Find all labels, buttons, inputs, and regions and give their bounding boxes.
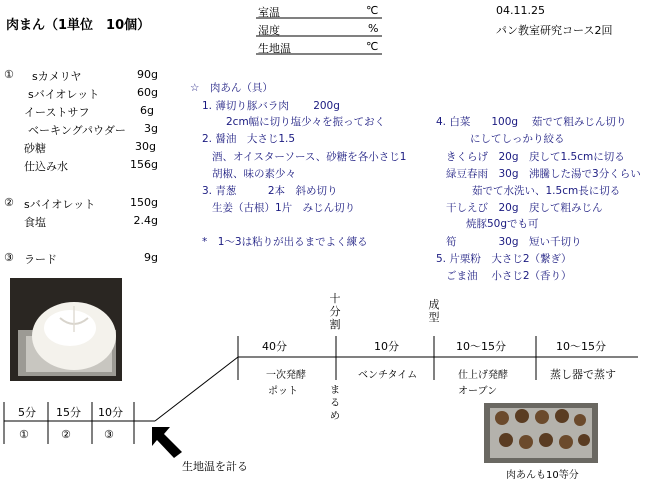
filling-line: にしてしっかり絞る: [470, 133, 565, 145]
step-label: ②: [61, 428, 71, 441]
duration-label: 10分: [98, 406, 123, 419]
filling-line: 4. 白菜 100g 茹でて粗みじん切り: [436, 116, 627, 128]
filling-line: 1. 薄切り豚バラ肉 200g: [202, 100, 340, 112]
filling-line: 筍 30g 短い千切り: [446, 236, 582, 248]
arrow-label: 生地温を計る: [182, 460, 248, 473]
filling-note: * 1～3は粘りが出るまでよく練る: [202, 236, 368, 248]
filling-photo: [484, 403, 598, 463]
round-label: まるめ: [330, 385, 340, 422]
filling-line: 5. 片栗粉 大さじ2（繋ぎ）: [436, 253, 572, 265]
filling-line: 茹でて水洗い、1.5cm長に切る: [472, 185, 621, 197]
ingredient-name: sカメリヤ: [32, 70, 82, 83]
filling-line: 2. 醤油 大さじ1.5: [202, 133, 296, 145]
step-mark: ③: [4, 251, 14, 264]
arrow-icon: [152, 427, 182, 458]
stage-label: 仕上げ発酵: [458, 370, 508, 381]
duration-label: 5分: [18, 406, 36, 419]
ingredient-name: sバイオレット: [28, 88, 100, 101]
step-label: ③: [104, 428, 114, 441]
filling-line: 干しえび 20g 戻して粗みじん: [446, 202, 603, 214]
stage-label: ポット: [268, 386, 298, 397]
dough-temp-unit: ℃: [366, 40, 379, 53]
filling-heading: ☆ 肉あん（具）: [190, 82, 273, 94]
filling-line: 酒、オイスターソース、砂糖を各小さじ1: [212, 151, 407, 163]
filling-line: 3. 青葱 2本 斜め切り: [202, 185, 338, 197]
ingredient-qty: 6g: [140, 104, 154, 117]
ingredient-qty: 60g: [137, 86, 158, 99]
ingredient-name: 砂糖: [24, 142, 46, 155]
ingredient-qty: 90g: [137, 68, 158, 81]
filling-line: きくらげ 20g 戻して1.5cmに切る: [446, 151, 625, 163]
ingredient-qty: 2.4g: [133, 214, 158, 227]
step-mark: ①: [4, 68, 14, 81]
bun-photo: [10, 278, 122, 381]
humidity-unit: %: [368, 22, 379, 35]
header-course: パン教室研究コース2回: [496, 24, 613, 37]
room-temp-label: 室温: [258, 6, 280, 19]
dough-temp-label: 生地温: [258, 42, 291, 55]
step-label: ①: [19, 428, 29, 441]
ingredient-name: ベーキングパウダー: [28, 124, 126, 137]
ingredient-qty: 9g: [144, 251, 158, 264]
ingredient-name: 仕込み水: [24, 160, 68, 173]
humidity-label: 湿度: [258, 24, 280, 37]
duration-label: 15分: [56, 406, 81, 419]
shape-label: 成型: [428, 298, 440, 324]
stage-label: ベンチタイム: [358, 370, 418, 381]
photo-caption: 肉あんも10等分: [506, 470, 579, 481]
ingredient-name: ラード: [24, 253, 57, 266]
step-mark: ②: [4, 196, 14, 209]
filling-line: 焼豚50gでも可: [466, 218, 539, 230]
header-date: 04.11.25: [496, 4, 545, 17]
filling-line: 生姜（古根）1片 みじん切り: [212, 202, 356, 214]
divide-label: 十分割: [329, 292, 341, 331]
ingredient-name: sバイオレット: [24, 198, 96, 211]
filling-line: 2cm幅に切り塩少々を振っておく: [226, 116, 386, 128]
duration-label: 10～15分: [556, 340, 606, 353]
ingredient-qty: 156g: [130, 158, 158, 171]
ingredient-qty: 30g: [135, 140, 156, 153]
room-temp-unit: ℃: [366, 4, 379, 17]
filling-line: 緑豆春雨 30g 沸騰した湯で3分くらい: [446, 168, 641, 180]
stage-label: 蒸し器で蒸す: [550, 368, 616, 381]
ingredient-qty: 150g: [130, 196, 158, 209]
stage-label: 一次発酵: [266, 370, 306, 381]
page-title: 肉まん（1単位 10個）: [6, 18, 151, 33]
filling-line: ごま油 小さじ2（香り）: [446, 270, 572, 282]
ingredient-name: イーストサフ: [24, 106, 90, 119]
duration-label: 10～15分: [456, 340, 506, 353]
duration-label: 40分: [262, 340, 287, 353]
ingredient-qty: 3g: [144, 122, 158, 135]
ingredient-name: 食塩: [24, 216, 46, 229]
filling-line: 胡椒、味の素少々: [212, 168, 296, 180]
stage-label: オーブン: [458, 386, 498, 397]
duration-label: 10分: [374, 340, 399, 353]
